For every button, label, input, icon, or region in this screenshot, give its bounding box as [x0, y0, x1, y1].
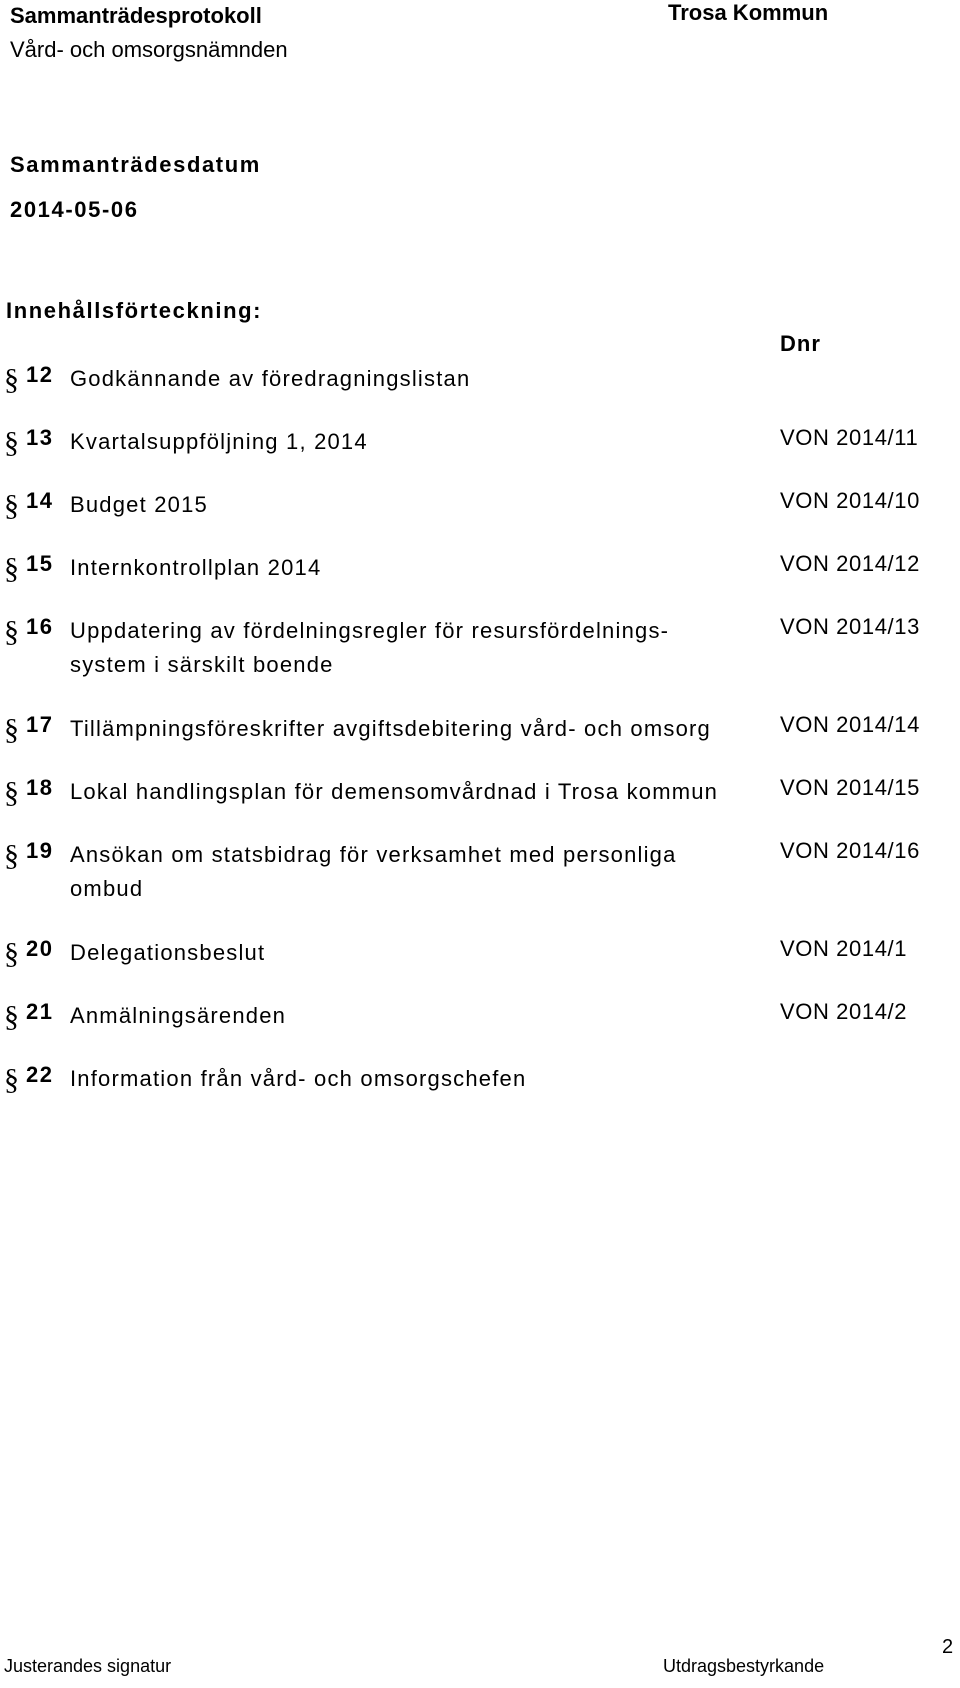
- toc-item-title: [70, 838, 677, 906]
- toc-item-title-line: Tillämpningsföreskrifter avgiftsdebitering vård- och omsorg: [70, 716, 711, 741]
- svg-text:§: §: [4, 426, 21, 459]
- toc-item-dnr: VON 2014/13: [780, 614, 920, 639]
- section-symbol-icon: [3, 362, 21, 396]
- toc-item-title: [70, 425, 368, 459]
- svg-text:§: §: [4, 1000, 21, 1033]
- toc-item-title: [70, 551, 321, 585]
- toc-item-number: 18: [26, 775, 54, 800]
- document-type: Sammanträdesprotokoll: [10, 3, 262, 28]
- meeting-date: 2014-05-06: [10, 197, 139, 222]
- toc-item-title-continuation: ombud: [70, 876, 144, 901]
- toc-item-title-line: Godkännande av föredragningslistan: [70, 366, 471, 391]
- section-symbol-icon: [3, 1062, 21, 1096]
- svg-text:§: §: [4, 363, 21, 396]
- section-symbol-icon: [3, 712, 21, 746]
- toc-item-number: 16: [26, 614, 54, 639]
- toc-item-dnr: VON 2014/1: [780, 936, 908, 961]
- toc-item-title-line: Uppdatering av fördelningsregler för resursfördelnings-: [70, 618, 670, 643]
- toc-item-title-line: Information från vård- och omsorgschefen: [70, 1066, 527, 1091]
- toc-item-title-continuation: system i särskilt boende: [70, 652, 334, 677]
- organization-name: Trosa Kommun: [668, 0, 829, 25]
- toc-item-title-line: Delegationsbeslut: [70, 940, 266, 965]
- toc-item-number: 17: [26, 712, 54, 737]
- svg-text:§: §: [4, 552, 21, 585]
- svg-text:§: §: [4, 839, 21, 872]
- toc-item-dnr: VON 2014/11: [780, 425, 919, 450]
- toc-item-title: [70, 614, 669, 682]
- toc-item-title: [70, 712, 711, 746]
- svg-text:§: §: [4, 776, 21, 809]
- section-symbol-icon: [3, 488, 21, 522]
- dnr-column-header: Dnr: [780, 331, 821, 356]
- section-symbol-icon: [3, 936, 21, 970]
- svg-text:§: §: [4, 937, 21, 970]
- toc-item-title: [70, 936, 265, 970]
- section-symbol-icon: [3, 614, 21, 648]
- section-symbol-icon: [3, 551, 21, 585]
- toc-item-title-line: Ansökan om statsbidrag för verksamhet med personliga: [70, 842, 677, 867]
- toc-item-title-line: Kvartalsuppföljning 1, 2014: [70, 429, 368, 454]
- toc-item-number: 12: [26, 362, 54, 387]
- committee-name: Vård- och omsorgsnämnden: [10, 37, 288, 62]
- toc-item-dnr: VON 2014/10: [780, 488, 920, 513]
- toc-item-number: 14: [26, 488, 54, 513]
- toc-item-title: [70, 488, 208, 522]
- meeting-date-label: Sammanträdesdatum: [10, 152, 261, 177]
- section-symbol-icon: [3, 425, 21, 459]
- page-number: 2: [942, 1636, 954, 1658]
- svg-text:§: §: [4, 489, 21, 522]
- toc-item-number: 13: [26, 425, 54, 450]
- toc-item-title: [70, 1062, 526, 1096]
- section-symbol-icon: [3, 999, 21, 1033]
- toc-item-number: 19: [26, 838, 54, 863]
- toc-item-title-line: Anmälningsärenden: [70, 1003, 287, 1028]
- section-symbol-icon: [3, 775, 21, 809]
- toc-item-title-line: Internkontrollplan 2014: [70, 555, 322, 580]
- toc-item-title: [70, 999, 286, 1033]
- signature-label: Justerandes signatur: [4, 1656, 172, 1676]
- toc-heading: Innehållsförteckning:: [6, 298, 263, 323]
- toc-item-number: 20: [26, 936, 54, 961]
- toc-item-title: [70, 775, 718, 809]
- svg-text:§: §: [4, 713, 21, 746]
- toc-item-number: 22: [26, 1062, 54, 1087]
- section-symbol-icon: [3, 838, 21, 872]
- toc-item-dnr: VON 2014/14: [780, 712, 920, 737]
- toc-item-dnr: VON 2014/12: [780, 551, 920, 576]
- toc-item-title-line: Lokal handlingsplan för demensomvårdnad i Trosa kommun: [70, 779, 719, 804]
- toc-item-dnr: VON 2014/16: [780, 838, 920, 863]
- toc-item-dnr: VON 2014/15: [780, 775, 920, 800]
- extract-certification-label: Utdragsbestyrkande: [663, 1656, 825, 1676]
- toc-item-number: 21: [26, 999, 54, 1024]
- toc-item-dnr: VON 2014/2: [780, 999, 908, 1024]
- toc-item-number: 15: [26, 551, 54, 576]
- toc-item-title-line: Budget 2015: [70, 492, 208, 517]
- svg-text:§: §: [4, 615, 21, 648]
- svg-text:§: §: [4, 1063, 21, 1096]
- toc-item-title: [70, 362, 470, 396]
